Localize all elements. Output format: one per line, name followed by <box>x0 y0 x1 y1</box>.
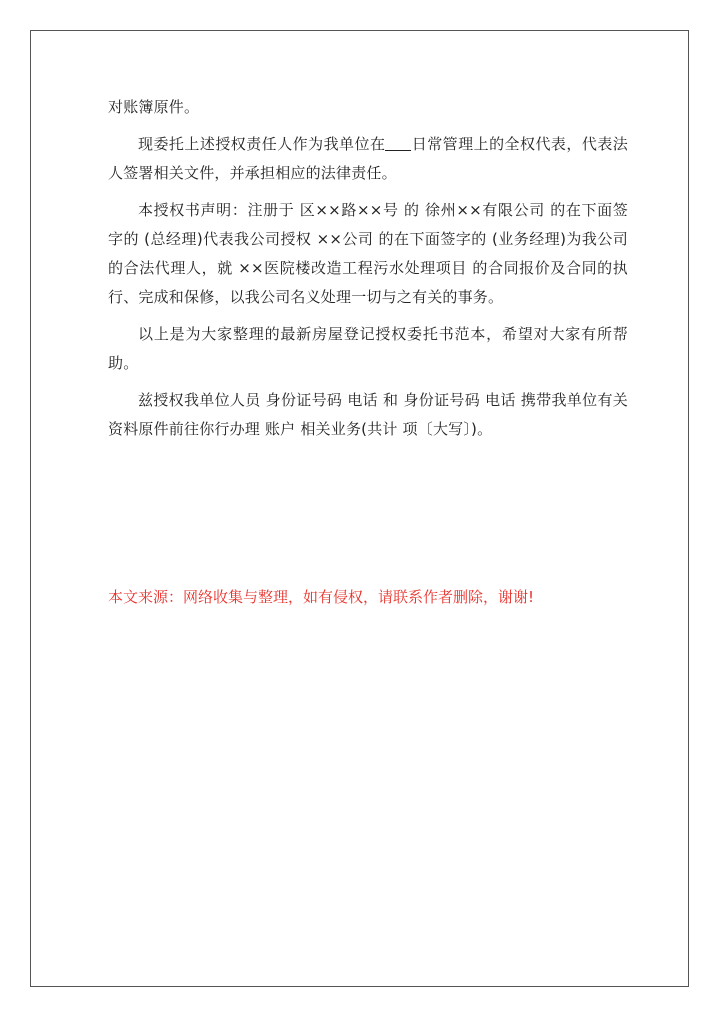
source-note: 本文来源：网络收集与整理，如有侵权，请联系作者删除，谢谢! <box>108 588 535 606</box>
paragraph-delegation-after: 日常管理上的全权代表，代表法人签署相关文件，并承担相应的法律责任。 <box>108 135 628 182</box>
paragraph-delegation <box>108 130 628 188</box>
paragraph-delegation-before: 现委托上述授权责任人作为我单位在 <box>138 135 386 153</box>
paragraph-continuation: 对账簿原件。 <box>108 98 200 116</box>
fill-in-blank <box>385 134 411 151</box>
document-body <box>108 93 628 452</box>
paragraph-summary: 以上是为大家整理的最新房屋登记授权委托书范本，希望对大家有所帮助。 <box>108 325 628 372</box>
paragraph-declaration: 本授权书声明：注册于 区××路××号 的 徐州××有限公司 的在下面签字的 (总经理)代表我公司授权 ××公司 的在下面签字的 (业务经理)为我公司的合法代理人，就 ××医院楼改造工程污水处理项目 的合同报价及合同的执行、完成和保修，以我公司名义处理一切与之有关的事务。 <box>108 201 628 306</box>
paragraph-authorization: 兹授权我单位人员 身份证号码 电话 和 身份证号码 电话 携带我单位有关资料原件前往你行办理 账户 相关业务(共计 项〔大写〕)。 <box>108 391 628 438</box>
